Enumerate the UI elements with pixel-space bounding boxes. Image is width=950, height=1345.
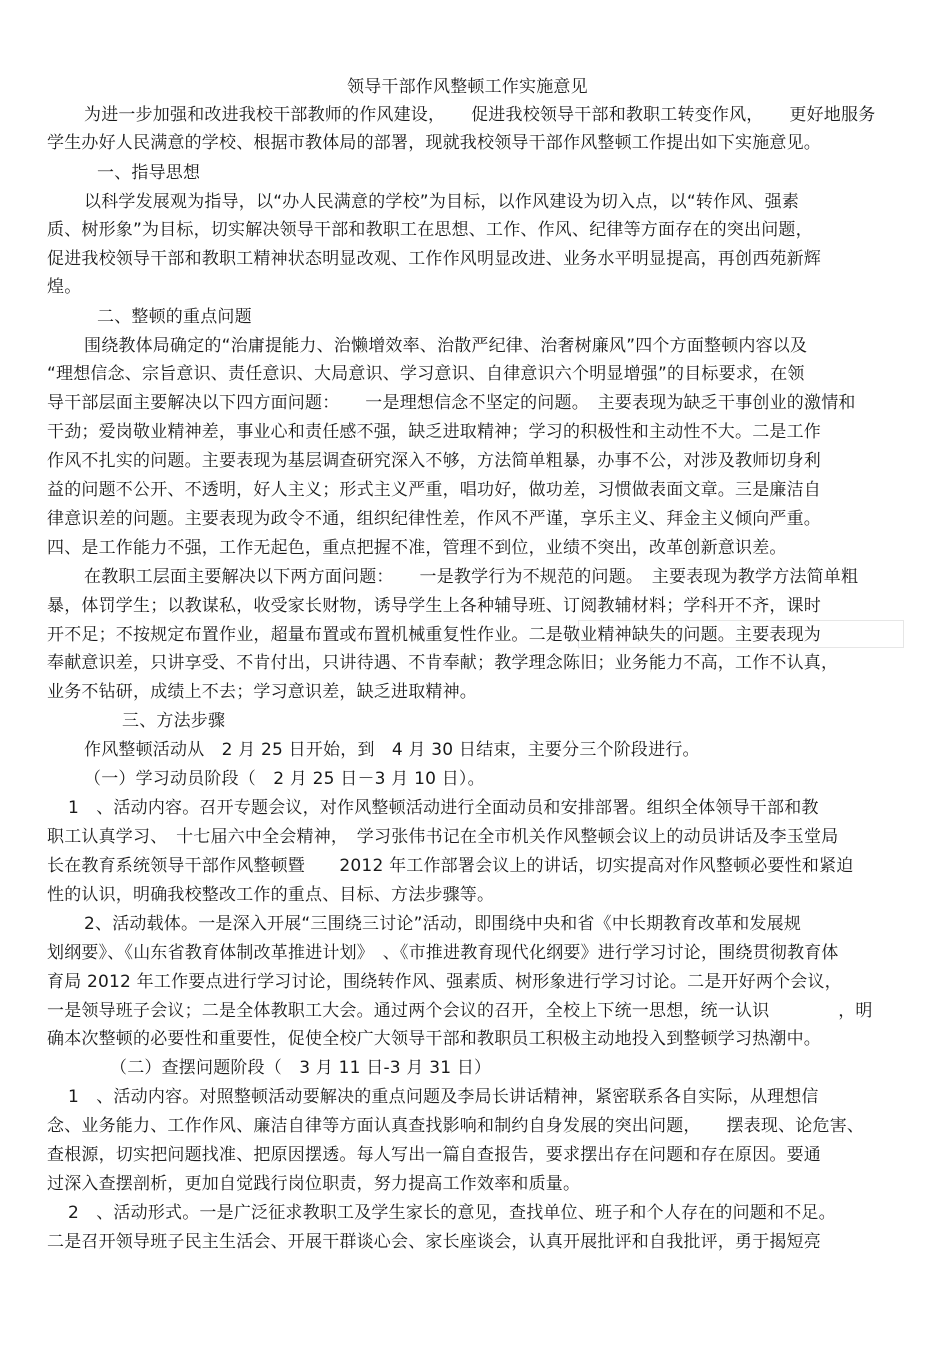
paragraph-line: 开不足；不按规定布置作业，超量布置或布置机械重复性作业。二是敬业精神缺失的问题。主要表现为 xyxy=(47,625,821,645)
section-heading: 三、方法步骤 xyxy=(122,711,226,731)
paragraph-line: 过深入查摆剖析，更加自觉践行岗位职责，努力提高工作效率和质量。 xyxy=(47,1174,581,1194)
paragraph-line: 2、活动载体。一是深入开展“三围绕三讨论”活动，即围绕中央和省《中长期教育改革和发展规 xyxy=(84,914,802,934)
paragraph-line: 作风整顿活动从 2 月 25 日开始，到 4 月 30 日结束，主要分三个阶段进行。 xyxy=(84,740,700,760)
paragraph-line: 学生办好人民满意的学校、根据市教体局的部署，现就我校领导干部作风整顿工作提出如下实施意见。 xyxy=(47,133,821,153)
paragraph-line: 围绕教体局确定的“治庸提能力、治懒增效率、治散严纪律、治奢树廉风”四个方面整顿内容以及 xyxy=(84,336,808,356)
paragraph-line: 育局 2012 年工作要点进行学习讨论，围绕转作风、强素质、树形象进行学习讨论。二是开好两个会议， xyxy=(47,972,842,992)
paragraph-line: 确本次整顿的必要性和重要性，促使全校广大领导干部和教职员工积极主动地投入到整顿学习热潮中。 xyxy=(47,1029,821,1049)
paragraph-line: 四、是工作能力不强，工作无起色，重点把握不准，管理不到位，业绩不突出，改革创新意识差。 xyxy=(47,538,787,558)
paragraph-line: 念、业务能力、工作作风、廉洁自律等方面认真查找影响和制约自身发展的突出问题， 摆表现、论危害、 xyxy=(47,1116,865,1136)
paragraph-line: 导干部层面主要解决以下四方面问题： 一是理想信念不坚定的问题。 主要表现为缺乏干事创业的激情和 xyxy=(47,393,856,413)
subsection-heading: （二）查摆问题阶段（ 3 月 11 日-3 月 31 日） xyxy=(110,1058,492,1078)
paragraph-line: 长在教育系统领导干部作风整顿暨 2012 年工作部署会议上的讲话，切实提高对作风整顿必要性和紧迫 xyxy=(47,856,854,876)
paragraph-line: 为进一步加强和改进我校干部教师的作风建设， 促进我校领导干部和教职工转变作风， 更好地服务 xyxy=(84,105,876,125)
paragraph-line: 奉献意识差，只讲享受、不肯付出，只讲待遇、不肯奉献；教学理念陈旧；业务能力不高，工作不认真， xyxy=(47,653,839,673)
paragraph-line: “理想信念、宗旨意识、责任意识、大局意识、学习意识、自律意识六个明显增强”的目标要求，在领 xyxy=(47,364,805,384)
section-heading: 二、整顿的重点问题 xyxy=(97,307,252,327)
paragraph-line: 2 、活动形式。一是广泛征求教职工及学生家长的意见，查找单位、班子和个人存在的问题和不足。 xyxy=(68,1203,836,1223)
paragraph-line: 煌。 xyxy=(47,277,82,297)
paragraph-line: 作风不扎实的问题。主要表现为基层调查研究深入不够，方法简单粗暴，办事不公，对涉及教师切身利 xyxy=(47,451,821,471)
paragraph-line: 一是领导班子会议；二是全体教职工大会。通过两个会议的召开，全校上下统一思想，统一认识 ，明 xyxy=(47,1001,873,1021)
paragraph-line: 质、树形象”为目标，切实解决领导干部和教职工在思想、工作、作风、纪律等方面存在的突出问题， xyxy=(47,220,813,240)
paragraph-line: 查根源，切实把问题找准、把原因摆透。每人写出一篇自查报告，要求摆出存在问题和存在原因。要通 xyxy=(47,1145,821,1165)
paragraph-line: 益的问题不公开、不透明，好人主义；形式主义严重，唱功好，做功差，习惯做表面文章。三是廉洁自 xyxy=(47,480,821,500)
paragraph-line: 性的认识，明确我校整改工作的重点、目标、方法步骤等。 xyxy=(47,885,495,905)
paragraph-line: 律意识差的问题。主要表现为政令不通，组织纪律性差，作风不严谨，享乐主义、拜金主义倾向严重。 xyxy=(47,509,821,529)
paragraph-line: 划纲要》、《山东省教育体制改革推进计划》 、《市推进教育现代化纲要》进行学习讨论，围绕贯彻教育体 xyxy=(47,943,839,963)
paragraph-line: 二是召开领导班子民主生活会、开展干群谈心会、家长座谈会，认真开展批评和自我批评，勇于揭短亮 xyxy=(47,1232,821,1252)
paragraph-line: 促进我校领导干部和教职工精神状态明显改观、工作作风明显改进、业务水平明显提高，再创西苑新辉 xyxy=(47,249,821,269)
paragraph-line: 业务不钻研，成绩上不去；学习意识差，缺乏进取精神。 xyxy=(47,682,477,702)
paragraph-line: 职工认真学习、 十七届六中全会精神， 学习张伟书记在全市机关作风整顿会议上的动员讲话及李玉堂局 xyxy=(47,827,839,847)
paragraph-line: 在教职工层面主要解决以下两方面问题： 一是教学行为不规范的问题。 主要表现为教学方法简单粗 xyxy=(84,567,859,587)
paragraph-line: 干劲；爱岗敬业精神差，事业心和责任感不强，缺乏进取精神；学习的积极性和主动性不大。二是工作 xyxy=(47,422,821,442)
paragraph-line: 1 、活动内容。召开专题会议，对作风整顿活动进行全面动员和安排部署。组织全体领导干部和教 xyxy=(68,798,819,818)
paragraph-line: 以科学发展观为指导，以“办人民满意的学校”为目标，以作风建设为切入点，以“转作风、强素 xyxy=(84,192,800,212)
document-title: 领导干部作风整顿工作实施意见 xyxy=(347,77,588,97)
paragraph-line: 暴，体罚学生；以教谋私，收受家长财物，诱导学生上各种辅导班、订阅教辅材料；学科开不齐，课时 xyxy=(47,596,821,616)
paragraph-line: 1 、活动内容。对照整顿活动要解决的重点问题及李局长讲话精神，紧密联系各自实际，从理想信 xyxy=(68,1087,819,1107)
subsection-heading: （一）学习动员阶段（ 2 月 25 日－3 月 10 日）。 xyxy=(84,769,485,789)
section-heading: 一、指导思想 xyxy=(97,163,201,183)
